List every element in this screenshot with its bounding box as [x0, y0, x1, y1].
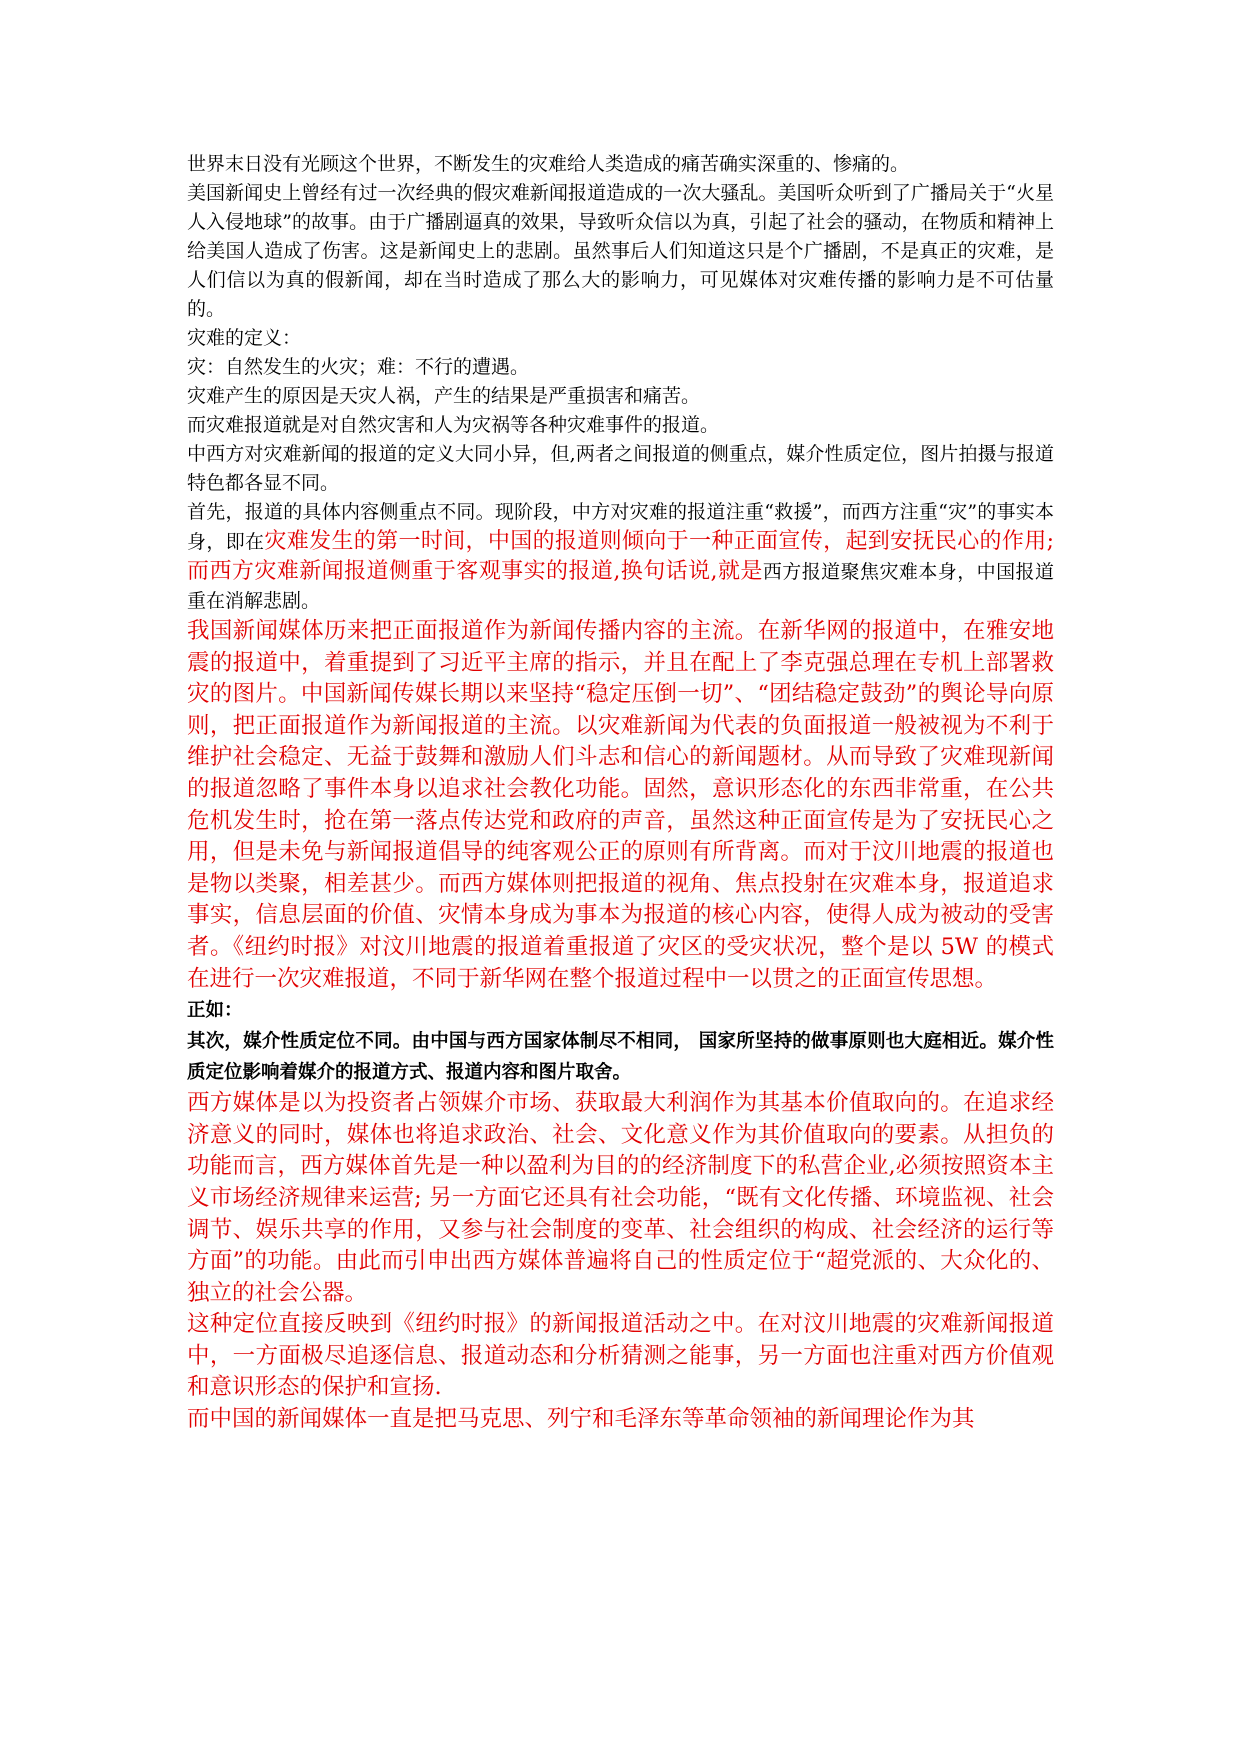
paragraph-first-point	[187, 498, 1054, 616]
first-point-tail: 西方报道聚焦灾难本身，中国报道重在消解悲剧。	[187, 561, 1054, 612]
paragraph-second-point: 其次，媒介性质定位不同。由中国与西方国家体制尽不相同， 国家所坚持的做事原则也大庭相近。媒介性质定位影响着媒介的报道方式、报道内容和图片取舍。	[187, 1031, 1054, 1084]
paragraph-history: 美国新闻史上曾经有过一次经典的假灾难新闻报道造成的一次大骚乱。美国听众听到了广播局关于“火星人入侵地球”的故事。由于广播剧逼真的效果，导致听众信以为真，引起了社会的骚动，在物质和精神上给美国人造成了伤害。这是新闻史上的悲剧。虽然事后人们知道这只是个广播剧，不是真正的灾难，是人们信以为真的假新闻，却在当时造成了那么大的影响力，可见媒体对灾难传播的影响力是不可估量的。	[187, 182, 1054, 320]
paragraph-definition-1: 灾：自然发生的火灾；难：不行的遭遇。	[187, 356, 530, 378]
paragraph-comparison: 中西方对灾难新闻的报道的定义大同小异，但,两者之间报道的侧重点，媒介性质定位，图片拍摄与报道特色都各显不同。	[187, 443, 1054, 494]
paragraph-western-media: 西方媒体是以为投资者占领媒介市场、获取最大利润作为其基本价值取向的。在追求经济意义的同时，媒体也将追求政治、社会、文化意义作为其价值取向的要素。从担负的功能而言，西方媒体首先是一种以盈利为目的的经济制度下的私营企业,必须按照资本主义市场经济规律来运营; 另一方面它还具有社会功能，“既有文化传播、环境监视、社会调节、娱乐共享的作用，又参与社会制度的变革、社会组织的构成、社会经济的运行等方面”的功能。由此而引申出西方媒体普遍将自己的性质定位于“超党派的、大众化的、独立的社会公器。	[187, 1090, 1054, 1306]
paragraph-definition-3: 而灾难报道就是对自然灾害和人为灾祸等各种灾难事件的报道。	[187, 414, 720, 436]
paragraph-chinese-media: 我国新闻媒体历来把正面报道作为新闻传播内容的主流。在新华网的报道中，在雅安地震的报道中，着重提到了习近平主席的指示，并且在配上了李克强总理在专机上部署救灾的图片。中国新闻传媒长期以来坚持“稳定压倒一切”、“团结稳定鼓劲”的舆论导向原则，把正面报道作为新闻报道的主流。以灾难新闻为代表的负面报道一般被视为不利于维护社会稳定、无益于鼓舞和激励人们斗志和信心的新闻题材。从而导致了灾难现新闻的报道忽略了事件本身以追求社会教化功能。固然，意识形态化的东西非常重，在公共危机发生时，抢在第一落点传达党和政府的声音，虽然这种正面宣传是为了安抚民心之用，但是未免与新闻报道倡导的纯客观公正的原则有所背离。而对于汶川地震的报道也是物以类聚，相差甚少。而西方媒体则把报道的视角、焦点投射在灾难本身，报道追求事实，信息层面的价值、灾情本身成为事本为报道的核心内容，使得人成为被动的受害者。《纽约时报》对汶川地震的报道着重报道了灾区的受灾状况，整个是以 5W 的模式在进行一次灾难报道，不同于新华网在整个报道过程中一以贯之的正面宣传思想。	[187, 618, 1054, 992]
paragraph-nyt: 这种定位直接反映到《纽约时报》的新闻报道活动之中。在对汶川地震的灾难新闻报道中，一方面极尽追逐信息、报道动态和分析猜测之能事，另一方面也注重对西方价值观和意识形态的保护和宣扬.	[187, 1311, 1054, 1401]
paragraph-chinese-theory: 而中国的新闻媒体一直是把马克思、列宁和毛泽东等革命领袖的新闻理论作为其	[187, 1406, 975, 1433]
paragraph-intro: 世界末日没有光顾这个世界，不断发生的灾难给人类造成的痛苦确实深重的、惨痛的。	[187, 153, 910, 175]
paragraph-definition-heading: 灾难的定义：	[187, 327, 302, 349]
first-point-highlight: 灾难发生的第一时间，中国的报道则倾向于一种正面宣传，起到安抚民心的作用; 而西方灾难新闻报道侧重于客观事实的报道,换句话说,就是	[187, 529, 1054, 584]
document-page	[187, 150, 1054, 1436]
paragraph-zhengru: 正如：	[187, 1000, 243, 1022]
paragraph-definition-2: 灾难产生的原因是天灾人祸，产生的结果是严重损害和痛苦。	[187, 385, 701, 407]
first-point-lead: 首先，报道的具体内容侧重点不同。现阶段，中方对灾难的报道注重“救援”，而西方注重“灾”的事实本身，即在	[187, 501, 1054, 553]
